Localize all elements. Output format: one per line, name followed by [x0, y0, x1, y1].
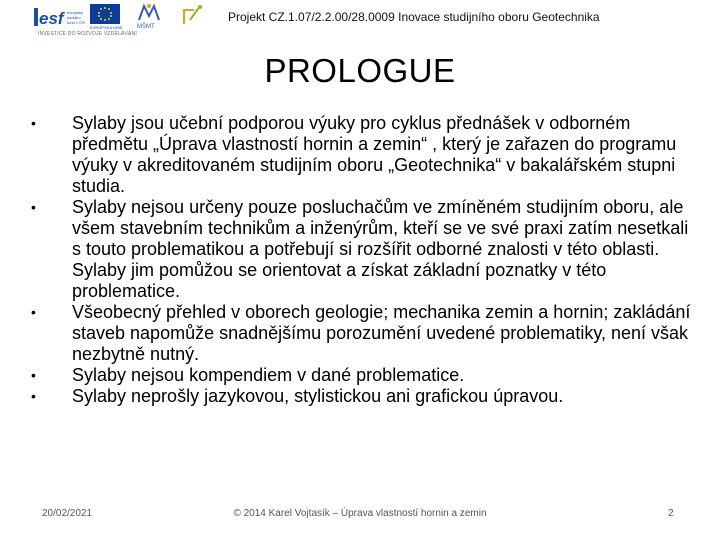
eu-flag-icon [90, 4, 130, 30]
msmt-logo [136, 2, 162, 30]
bullet-list [28, 113, 700, 407]
bullet-icon: • [31, 304, 36, 320]
logo-bar [34, 2, 224, 36]
footer-copyright: © 2014 Karel Vojtasík – Úprava vlastností hornin a zemin [233, 508, 487, 519]
bullet-text: Všeobecný přehled v oborech geologie; mechanika zemin a hornin; zakládání staveb napomůže snadnějšímu porozumění uvedené problematiky, není však nezbytně nutný. [72, 302, 691, 364]
bullet-icon: • [31, 388, 36, 404]
svg-text:EVROPSKÁ UNIE: EVROPSKÁ UNIE [90, 25, 123, 30]
bullet-text: Sylaby neprošly jazykovou, stylistickou ani grafickou úpravou. [72, 386, 564, 406]
bullet-text: Sylaby jsou učební podporou výuky pro cyklus přednášek v odborném předmětu „Úprava vlastností hornin a zemin“ , který je zařazen do programu výuky v akreditovaném studijním oboru „Geotechnika“ v bakalářském stupni studia. [72, 113, 677, 196]
bullet-item [28, 113, 700, 197]
bullet-text: Sylaby nejsou určeny pouze posluchačům ve zmíněném studijním oboru, ale všem stavebním technikům a inženýrům, kteří se ve své praxi zatím nesetkali s touto problematikou a potřebují si rozšířit odborné znalosti v této oblasti. Sylaby jim pomůžou se orientovat a získat základní poznatky v této problematice. [72, 197, 689, 301]
svg-text:evropský: evropský [67, 10, 84, 15]
bullet-item [28, 386, 700, 407]
esf-logo-text: esf [39, 9, 64, 28]
svg-text:sociální: sociální [67, 15, 81, 20]
slide-title: PROLOGUE [264, 52, 456, 89]
bullet-icon: • [31, 199, 36, 215]
msmt-logo-text: MŠMT [137, 24, 155, 30]
bullet-item [28, 197, 700, 302]
footer-date: 20/02/2021 [42, 508, 93, 519]
esf-logo [34, 4, 86, 30]
bullet-item [28, 365, 700, 386]
project-header: Projekt CZ.1.07/2.2.00/28.0009 Inovace studijního oboru Geotechnika [228, 10, 600, 24]
logo-caption: INVESTICE DO ROZVOJE VZDĚLÁVÁNÍ [38, 31, 137, 37]
op-logo [180, 4, 204, 30]
bullet-icon: • [31, 115, 36, 131]
bullet-text: Sylaby nejsou kompendiem v dané problematice. [72, 365, 465, 385]
bullet-item [28, 302, 700, 365]
svg-text:fond v ČR: fond v ČR [67, 20, 85, 25]
bullet-icon: • [31, 367, 36, 383]
page-number: 2 [668, 508, 674, 519]
slide-content [28, 113, 700, 407]
